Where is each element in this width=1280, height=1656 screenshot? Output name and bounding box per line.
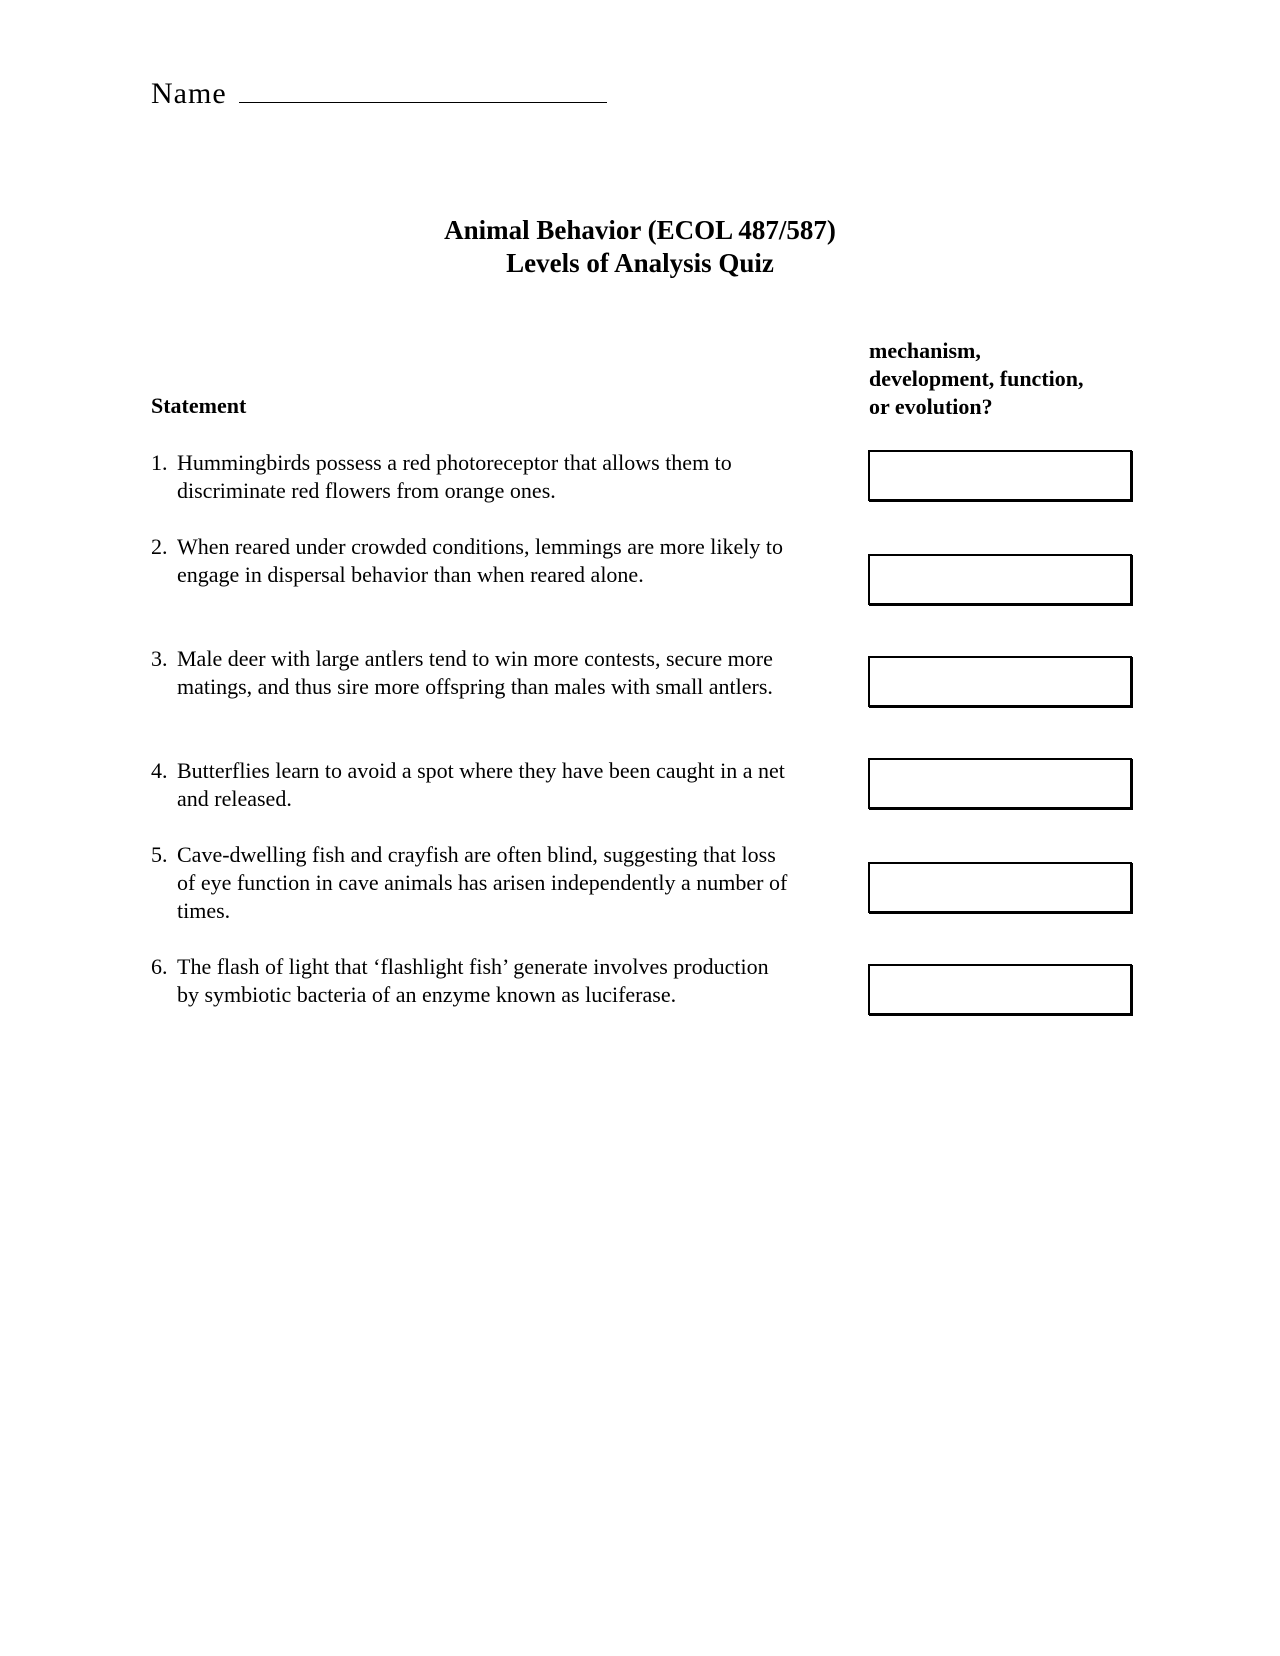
- statement-number: 1.: [151, 450, 168, 475]
- answer-header-line-1: mechanism,: [869, 338, 981, 363]
- course-title: Animal Behavior (ECOL 487/587): [444, 215, 836, 245]
- quiz-statement: [151, 757, 791, 813]
- quiz-statement: [151, 533, 791, 589]
- page-title: [0, 214, 1280, 280]
- statement-number: 6.: [151, 954, 168, 979]
- answer-header-line-2: development, function,: [869, 366, 1084, 391]
- statement-text: Hummingbirds possess a red photoreceptor that allows them to discriminate red flowers from orange ones.: [177, 450, 732, 503]
- quiz-statement: [151, 449, 791, 505]
- statement-number: 2.: [151, 534, 168, 559]
- answer-box[interactable]: [868, 450, 1132, 501]
- statement-text: Butterflies learn to avoid a spot where they have been caught in a net and released.: [177, 758, 785, 811]
- answer-box[interactable]: [868, 964, 1132, 1015]
- name-label: Name: [151, 77, 227, 110]
- name-field-row: [151, 72, 607, 111]
- statement-number: 4.: [151, 758, 168, 783]
- statement-text: When reared under crowded conditions, lemmings are more likely to engage in dispersal behavior than when reared alone.: [177, 534, 784, 587]
- name-blank-line[interactable]: [239, 72, 607, 103]
- statement-text: Male deer with large antlers tend to win more contests, secure more matings, and thus sire more offspring than males with small antlers.: [177, 646, 773, 699]
- answer-box[interactable]: [868, 554, 1132, 605]
- answer-box[interactable]: [868, 656, 1132, 707]
- statement-text: The flash of light that ‘flashlight fish’ generate involves production by symbiotic bacteria of an enzyme known as luciferase.: [177, 954, 769, 1007]
- statement-number: 3.: [151, 646, 168, 671]
- answer-column-header: [869, 337, 1159, 421]
- statement-column-header: Statement: [151, 393, 247, 418]
- answer-box[interactable]: [868, 862, 1132, 913]
- quiz-statement: [151, 953, 791, 1009]
- statement-number: 5.: [151, 842, 168, 867]
- quiz-title: Levels of Analysis Quiz: [506, 248, 774, 278]
- statement-text: Cave-dwelling fish and crayfish are often blind, suggesting that loss of eye function in cave animals has arisen independently a number of times.: [177, 842, 788, 923]
- answer-header-line-3: or evolution?: [869, 394, 993, 419]
- quiz-statement: [151, 645, 791, 701]
- quiz-statement: [151, 841, 791, 925]
- answer-box[interactable]: [868, 758, 1132, 809]
